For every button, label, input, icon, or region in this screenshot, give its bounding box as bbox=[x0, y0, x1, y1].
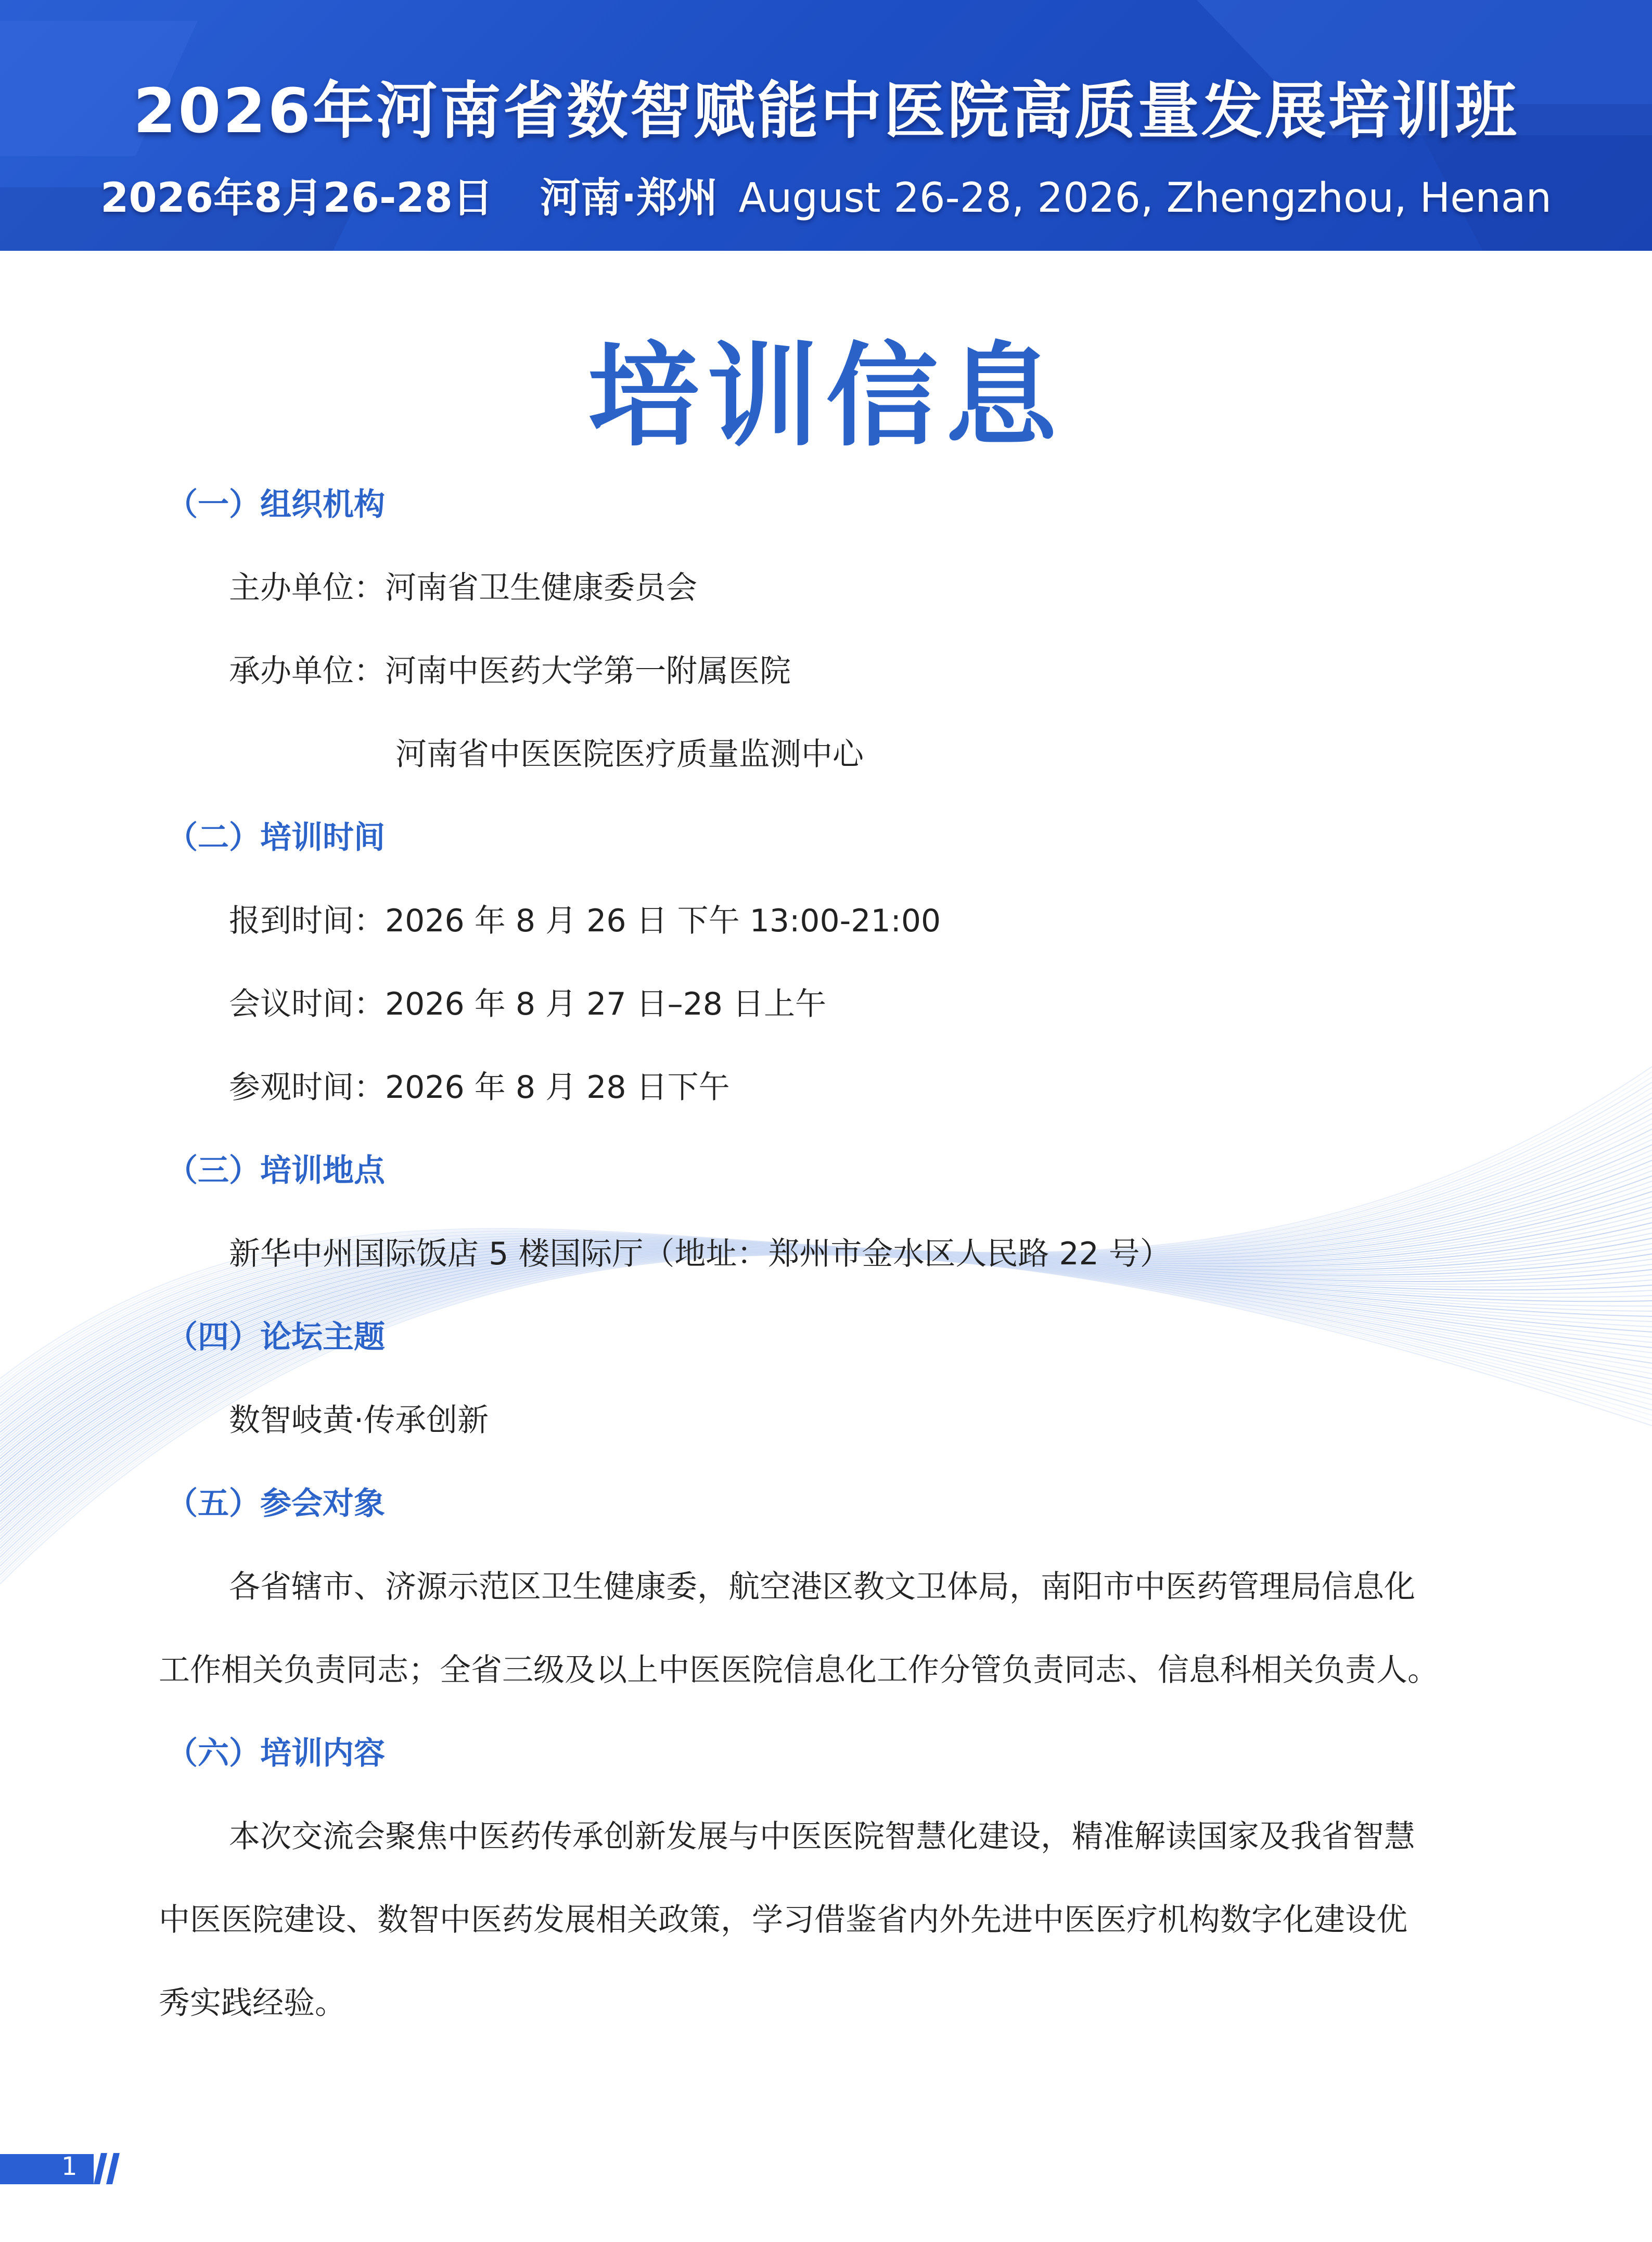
header-banner bbox=[0, 0, 1652, 251]
theme-text: 数智岐黄·传承创新 bbox=[229, 1402, 489, 1439]
content-line-3: 秀实践经验。 bbox=[159, 1985, 346, 2021]
organizer-unit-2: 河南省中医医院医疗质量监测中心 bbox=[395, 736, 864, 773]
section-heading-theme: （四）论坛主题 bbox=[167, 1319, 385, 1355]
meeting-time: 会议时间：2026 年 8 月 27 日–28 日上午 bbox=[229, 986, 826, 1022]
event-subtitle bbox=[0, 165, 1652, 224]
page-title: 培训信息 bbox=[587, 330, 1065, 462]
wave-line bbox=[0, 1249, 1652, 1492]
page-number: 1 bbox=[61, 2152, 78, 2181]
audience-line-2: 工作相关负责同志；全省三级及以上中医医院信息化工作分管负责同志、信息科相关负责人。 bbox=[159, 1652, 1439, 1688]
organizer-unit: 承办单位：河南中医药大学第一附属医院 bbox=[229, 653, 791, 689]
event-date-en: August 26-28, 2026, Zhengzhou, Henan bbox=[738, 175, 1552, 222]
checkin-time: 报到时间：2026 年 8 月 26 日 下午 13:00-21:00 bbox=[229, 903, 941, 939]
section-heading-venue: （三）培训地点 bbox=[167, 1152, 385, 1189]
visit-time: 参观时间：2026 年 8 月 28 日下午 bbox=[229, 1069, 730, 1106]
audience-line-1: 各省辖市、济源示范区卫生健康委，航空港区教文卫体局，南阳市中医药管理局信息化 bbox=[229, 1569, 1415, 1605]
footer-bar bbox=[0, 2154, 94, 2184]
host-unit: 主办单位：河南省卫生健康委员会 bbox=[229, 570, 697, 606]
section-heading-time: （二）培训时间 bbox=[167, 819, 385, 856]
content-line-2: 中医医院建设、数智中医药发展相关政策，学习借鉴省内外先进中医医疗机构数字化建设优 bbox=[159, 1902, 1407, 1938]
slash-decoration-icon bbox=[94, 2152, 125, 2186]
section-heading-content: （六）培训内容 bbox=[167, 1735, 385, 1772]
content-line-1: 本次交流会聚焦中医药传承创新发展与中医医院智慧化建设，精准解读国家及我省智慧 bbox=[229, 1818, 1415, 1855]
event-title: 2026年河南省数智赋能中医院高质量发展培训班 bbox=[133, 75, 1519, 147]
section-heading-org: （一）组织机构 bbox=[167, 486, 385, 523]
venue-text: 新华中州国际饭店 5 楼国际厅（地址：郑州市金水区人民路 22 号） bbox=[229, 1236, 1171, 1272]
event-place-cn: 河南·郑州 bbox=[540, 175, 718, 222]
event-date-cn: 2026年8月26-28日 bbox=[100, 175, 493, 222]
section-heading-audience: （五）参会对象 bbox=[167, 1485, 385, 1522]
